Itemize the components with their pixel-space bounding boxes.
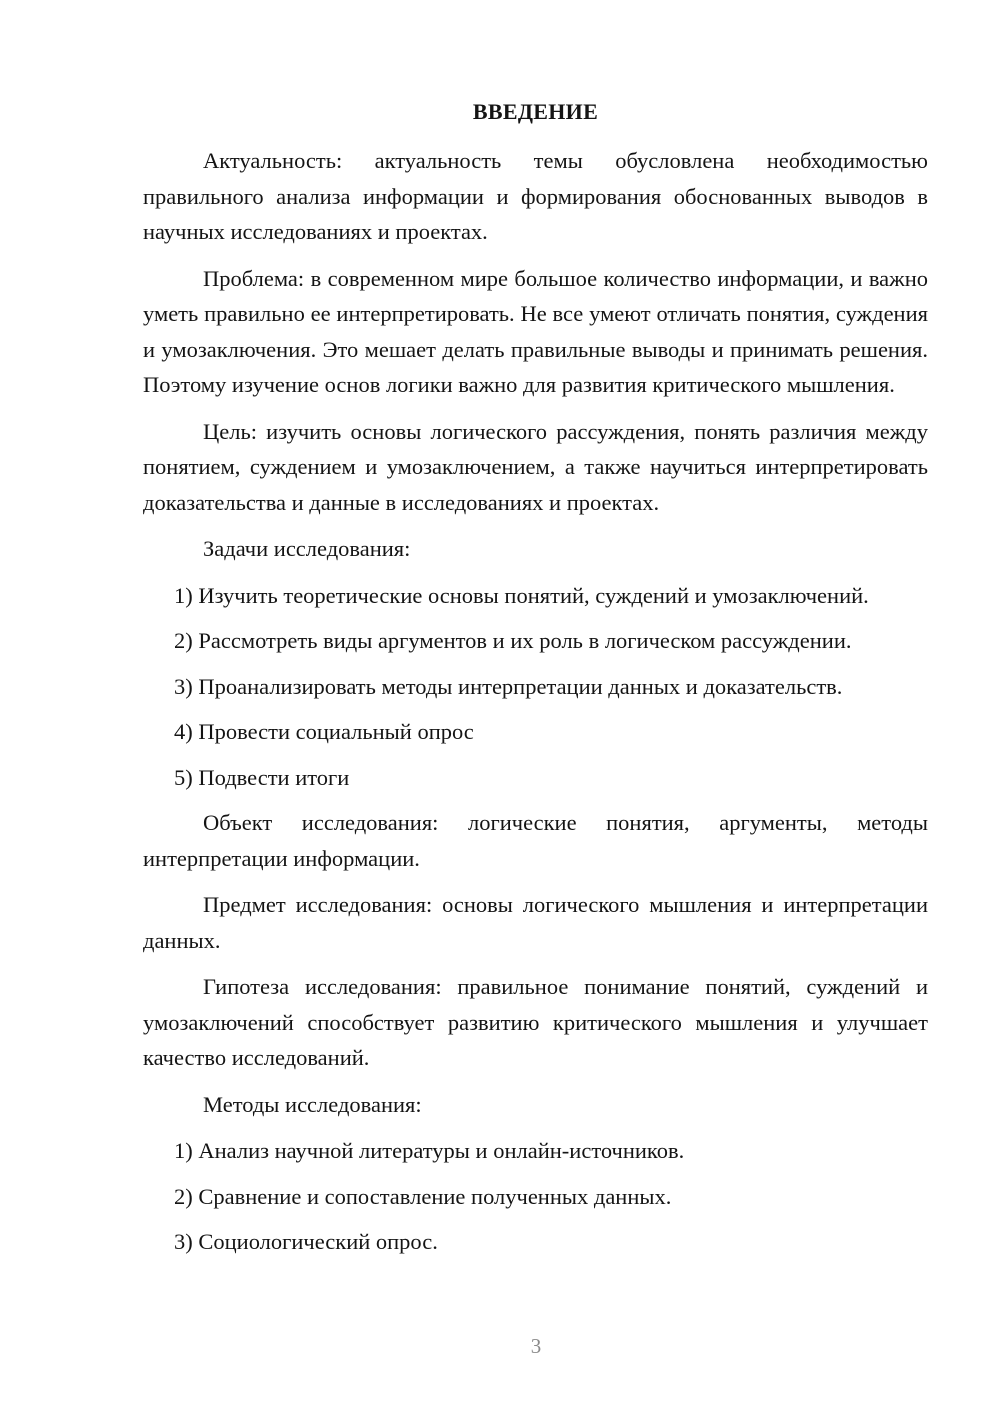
hypothesis-paragraph: Гипотеза исследования: правильное понимание понятий, суждений и умозаключений способствует развитию критического мышления и улучшает качество исследований. — [143, 974, 928, 1070]
page-number: 3 — [530, 1334, 542, 1358]
object-paragraph: Объект исследования: логические понятия, аргументы, методы интерпретации информации. — [143, 810, 928, 871]
method-item: 2) Сравнение и сопоставление полученных данных. — [174, 1183, 672, 1209]
task-item: 4) Провести социальный опрос — [174, 719, 474, 744]
relevance-paragraph: Актуальность: актуальность темы обусловлена необходимостью правильного анализа информации и формирования обоснованных выводов в научных исследованиях и проектах. — [143, 148, 928, 244]
method-item: 1) Анализ научной литературы и онлайн-источников. — [174, 1138, 685, 1163]
methods-heading: Методы исследования: — [203, 1091, 422, 1117]
tasks-heading: Задачи исследования: — [203, 536, 411, 561]
goal-paragraph: Цель: изучить основы логического рассуждения, понять различия между понятием, суждением и умозаключением, а также научиться интерпретировать доказательства и данные в исследованиях и проектах. — [143, 418, 928, 515]
page-title: ВВЕДЕНИЕ — [472, 99, 599, 124]
task-item: 2) Рассмотреть виды аргументов и их роль в логическом рассуждении. — [174, 628, 852, 653]
task-item: 3) Проанализировать методы интерпретации данных и доказательств. — [174, 673, 843, 699]
task-item: 1) Изучить теоретические основы понятий, суждений и умозаключений. — [174, 582, 869, 608]
problem-paragraph: Проблема: в современном мире большое количество информации, и важно уметь правильно ее интерпретировать. Не все умеют отличать понятия, суждения и умозаключения. Это мешает делать правильные выводы и принимать решения. Поэтому изучение основ логики важно для развития критического мышления. — [143, 265, 928, 397]
task-item: 5) Подвести итоги — [174, 764, 350, 790]
method-item: 3) Социологический опрос. — [174, 1229, 438, 1254]
document-page — [143, 98, 928, 1270]
subject-paragraph: Предмет исследования: основы логического мышления и интерпретации данных. — [143, 892, 928, 953]
